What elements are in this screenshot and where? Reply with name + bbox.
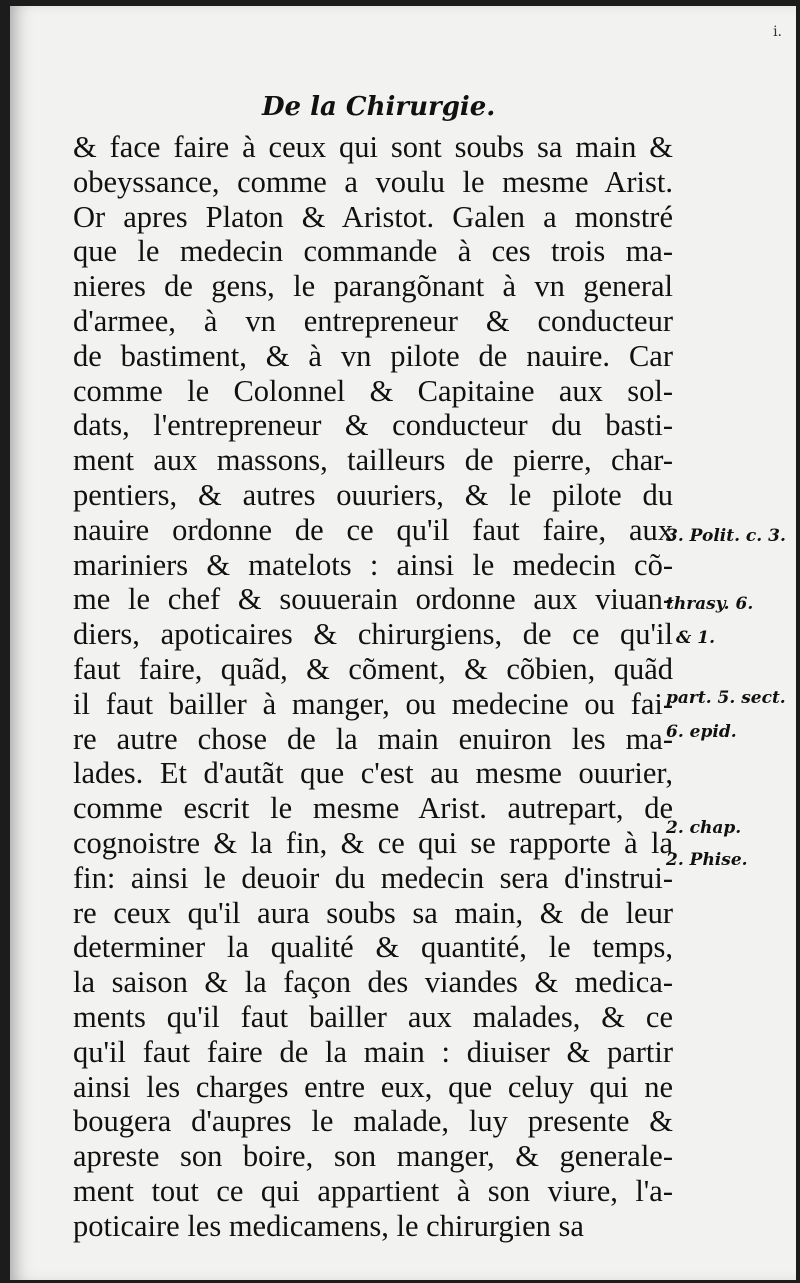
running-head: De la Chirurgie.	[262, 92, 496, 122]
text-line: il faut bailler à manger, ou medecine ou fai-	[73, 686, 673, 721]
text-line: cognoistre & la fin, & ce qui se rapporte à la	[73, 825, 673, 860]
text-line: ment tout ce qui appartient à son viure, l'a-	[73, 1173, 673, 1208]
text-line: me le chef & souuerain ordonne aux viuan-	[73, 582, 673, 617]
text-line: que le medecin commande à ces trois ma-	[73, 234, 673, 269]
text-line: comme le Colonnel & Capitaine aux sol-	[73, 373, 673, 408]
text-line: apreste son boire, son manger, & generale-	[73, 1139, 673, 1174]
text-line: Or apres Platon & Aristot. Galen a monstré	[73, 199, 673, 234]
margin-note: 2. Phise.	[666, 850, 748, 870]
margin-note: & 1.	[676, 628, 716, 648]
text-line: bougera d'aupres le malade, luy presente &	[73, 1104, 673, 1139]
body-text	[73, 130, 673, 1244]
text-line: & face faire à ceux qui sont soubs sa main &	[73, 130, 673, 164]
text-line: nauire ordonne de ce qu'il faut faire, aux	[73, 512, 673, 547]
text-line: ainsi les charges entre eux, que celuy qui ne	[73, 1069, 673, 1104]
text-line: re autre chose de la main enuiron les ma-	[73, 721, 673, 756]
text-line: lades. Et d'autãt que c'est au mesme ouurier,	[73, 756, 673, 791]
text-line: mariniers & matelots : ainsi le medecin cõ-	[73, 547, 673, 582]
text-line: re ceux qu'il aura soubs sa main, & de leur	[73, 895, 673, 930]
text-line: fin: ainsi le deuoir du medecin sera d'instrui-	[73, 860, 673, 895]
text-line: dats, l'entrepreneur & conducteur du basti-	[73, 408, 673, 443]
text-line: diers, apoticaires & chirurgiens, de ce qu'il	[73, 617, 673, 652]
margin-note: 3. Polit. c. 3.	[666, 526, 786, 546]
corner-mark: i.	[773, 24, 782, 40]
margin-note: 2. chap.	[666, 818, 742, 838]
text-line: obeyssance, comme a voulu le mesme Arist.	[73, 164, 673, 199]
text-line: la saison & la façon des viandes & medica-	[73, 965, 673, 1000]
margin-note: part. 5. sect.	[666, 688, 786, 708]
text-line: qu'il faut faire de la main : diuiser & partir	[73, 1034, 673, 1069]
text-line: determiner la qualité & quantité, le temps,	[73, 930, 673, 965]
text-line: pentiers, & autres ouuriers, & le pilote du	[73, 477, 673, 512]
margin-note: thrasy. 6.	[666, 594, 754, 614]
text-line: ment aux massons, tailleurs de pierre, char-	[73, 443, 673, 478]
text-line: comme escrit le mesme Arist. autrepart, de	[73, 791, 673, 826]
margin-note: 6. epid.	[666, 722, 737, 742]
text-line: de bastiment, & à vn pilote de nauire. Car	[73, 338, 673, 373]
text-line: d'armee, à vn entrepreneur & conducteur	[73, 303, 673, 338]
text-line: faut faire, quãd, & cõment, & cõbien, quãd	[73, 651, 673, 686]
text-line: poticaire les medicamens, le chirurgien sa	[73, 1208, 584, 1243]
book-page	[10, 6, 796, 1280]
text-line: ments qu'il faut bailler aux malades, & ce	[73, 999, 673, 1034]
text-line: nieres de gens, le parangõnant à vn general	[73, 269, 673, 304]
